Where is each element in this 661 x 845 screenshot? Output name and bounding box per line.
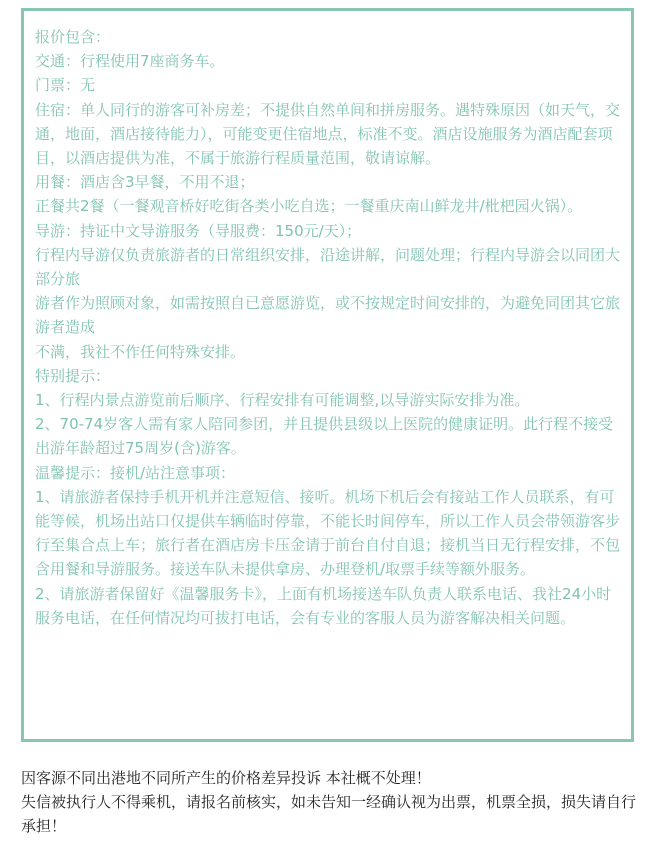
footer-notice xyxy=(21,766,646,839)
guide-duty-paragraph-3: 不满，我社不作任何特殊安排。 xyxy=(35,342,246,361)
flight-restriction-line: 失信被执行人不得乘机，请报名前核实，如未告知一经确认视为出票，机票全损，损失请自行承担！ xyxy=(21,793,637,836)
guide-duty-paragraph-2: 游者作为照顾对象，如需按照自已意愿游览，或不按规定时间安排的，为避免同团其它旅游者造成 xyxy=(35,294,621,337)
guide-duty-paragraph-1: 行程内导游仅负责旅游者的日常组织安排，沿途讲解，问题处理；行程内导游会以同团大部分旅 xyxy=(35,245,621,289)
accommodation-paragraph: 住宿：单人同行的游客可补房差；不提供自然单间和拼房服务。遇特殊原因（如天气，交通，地面，酒店接待能力），可能变更住宿地点，标准不变。酒店设施服务为酒店配套项目，以酒店提供为准，不属于旅游行程质量范围，敬请谅解。 xyxy=(35,100,621,168)
price-complaint-line: 因客源不同出港地不同所产生的价格差异投诉 本社概不处理！ xyxy=(21,769,431,787)
pickup-tip-1: 1、请旅游者保持手机开机并注意短信、接听。机场下机后会有接站工作人员联系，有可能等候，机场出站口仅提供车辆临时停靠，不能长时间停车，所以工作人员会带领游客步行至集合点上车；旅行者在酒店房卡压金请于前台自付自退；接机当日无行程安排，不包含用餐和导游服务。接送车队未提供拿房、办理登机/取票手续等额外服务。 xyxy=(35,487,621,579)
heading-pickup-tips: 温馨提示：接机/站注意事项： xyxy=(35,463,236,482)
special-note-2: 2、70-74岁客人需有家人陪同参团，并且提供县级以上医院的健康证明。此行程不接受出游年龄超过75周岁(含)游客。 xyxy=(35,415,614,458)
guide-line: 导游：持证中文导游服务（导服费：150元/天）； xyxy=(35,221,362,240)
heading-price-includes: 报价包含： xyxy=(35,28,111,46)
transport-line: 交通：行程使用7座商务车。 xyxy=(35,52,225,71)
tickets-line: 门票：无 xyxy=(35,76,96,95)
heading-special-notes: 特别提示： xyxy=(35,366,111,385)
notice-box xyxy=(21,8,634,742)
pickup-tip-2: 2、请旅游者保留好《温馨服务卡》，上面有机场接送车队负责人联系电话、我社24小时服务电话，在任何情况均可拔打电话，会有专业的客服人员为游客解决相关问题。 xyxy=(35,584,612,627)
breakfast-line: 用餐：酒店含3早餐，不用不退； xyxy=(35,173,255,192)
special-note-1: 1、行程内景点游览前后顺序、行程安排有可能调整,以导游实际安排为准。 xyxy=(35,391,530,410)
meals-paragraph: 正餐共2餐（一餐观音桥好吃街各类小吃自选；一餐重庆南山鲜龙井/枇杷园火锅）。 xyxy=(35,197,583,216)
